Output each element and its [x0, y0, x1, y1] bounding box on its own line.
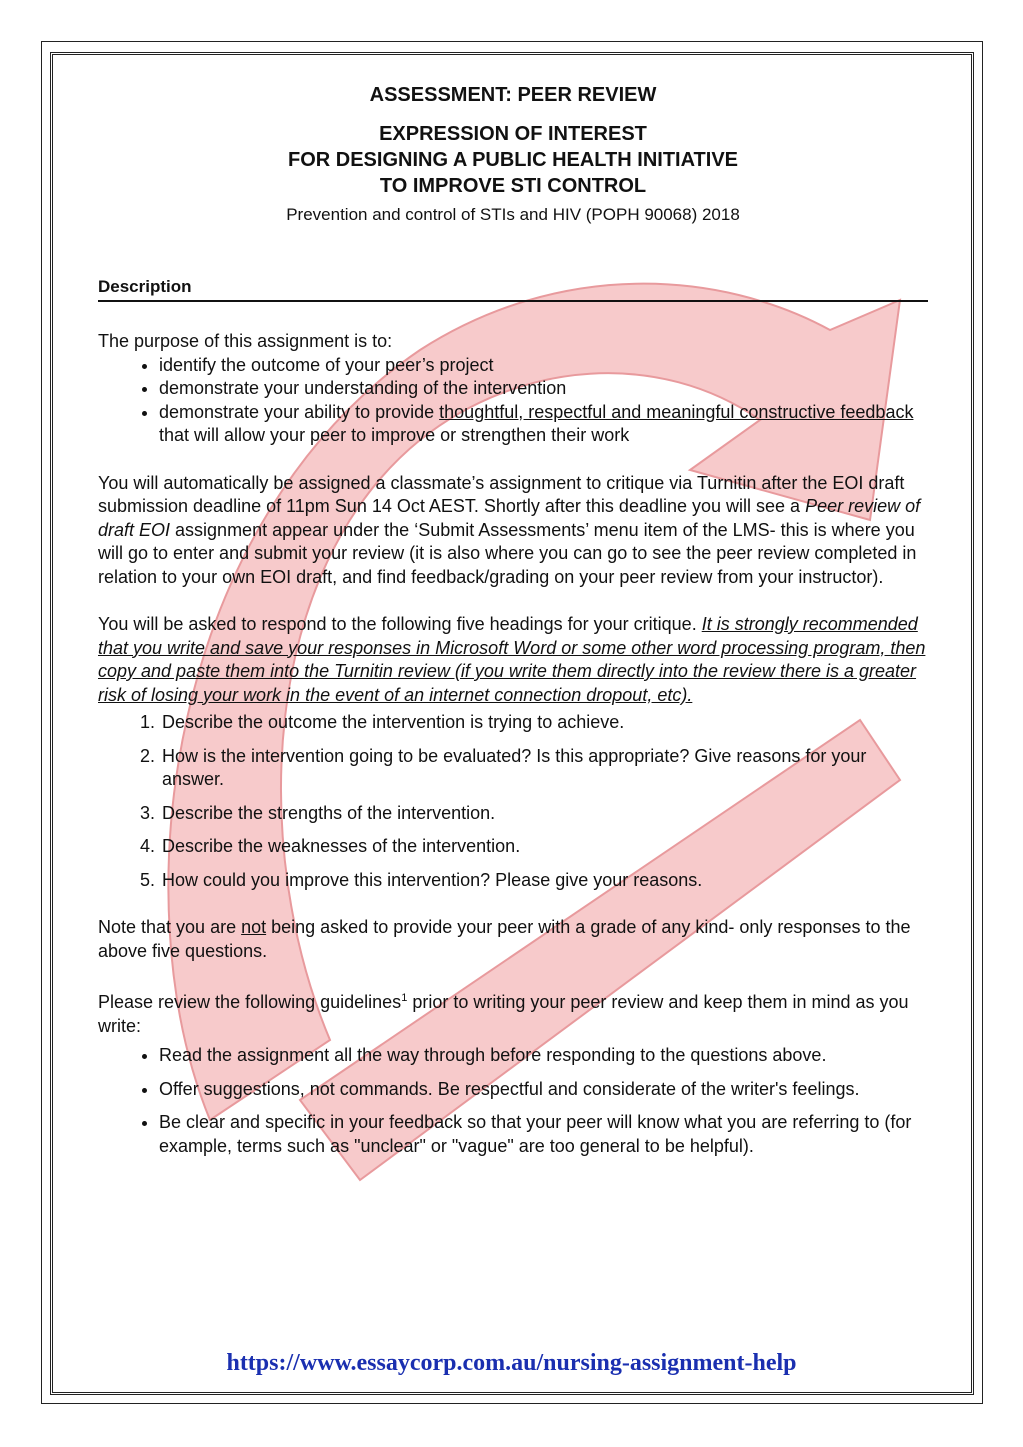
- para-text: Note that you are: [98, 917, 242, 937]
- para-text: being asked to provide your peer with a grade of any kind- only responses to the above five questions.: [98, 917, 911, 961]
- list-item: 2. How is the intervention going to be evaluated? Is this appropriate? Give reasons for your answer.: [160, 745, 928, 792]
- footnote-marker: 1: [401, 992, 408, 1004]
- list-item: • Be clear and specific in your feedback so that your peer will know what you are referring to (for example, terms such as "unclear" or "vague" are too general to be helpful).: [159, 1111, 928, 1158]
- note-paragraph: [98, 916, 928, 963]
- purpose-intro: The purpose of this assignment is to:: [98, 331, 393, 351]
- assessment-title: ASSESSMENT: PEER REVIEW: [369, 84, 657, 106]
- guidelines-intro: [98, 987, 928, 1038]
- list-item: • identify the outcome of your peer’s project: [159, 354, 928, 378]
- para-text: assignment appear under the ‘Submit Assessments’ menu item of the LMS- this is where you will go to enter and submit your review (it is also where you can go to see the peer review completed in relation to your own EOI draft, and find feedback/grading on your peer review from your instructor).: [98, 519, 917, 587]
- list-item: • Read the assignment all the way through before responding to the questions above.: [159, 1044, 928, 1068]
- underlined-text: thoughtful, respectful and meaningful constructive feedback: [439, 401, 914, 422]
- list-item: • Offer suggestions, not commands. Be respectful and considerate of the writer's feelings.: [159, 1078, 928, 1102]
- document-body: [98, 84, 928, 1168]
- list-item: • demonstrate your understanding of the intervention: [159, 377, 928, 401]
- eoi-title: EXPRESSION OF INTEREST: [379, 123, 647, 145]
- questions-list: [98, 711, 928, 892]
- bullet-text: demonstrate your ability to provide: [159, 401, 440, 422]
- list-item: 4. Describe the weaknesses of the intervention.: [160, 835, 928, 859]
- course-subtitle: Prevention and control of STIs and HIV (POPH 90068) 2018: [286, 205, 740, 224]
- sti-title: TO IMPROVE STI CONTROL: [379, 175, 647, 197]
- list-item: [159, 401, 928, 448]
- purpose-list: [98, 354, 928, 448]
- italic-text: Peer review of draft EOI: [98, 496, 921, 540]
- description-heading: Description: [98, 277, 928, 302]
- italic-underlined-text: It is strongly recommended that you write and save your responses in Microsoft Word or some other word processing program, then copy and paste them into the Turnitin review (if you write them directly into the review there is a greater risk of losing your work in the event of an internet connection dropout, etc).: [98, 614, 926, 705]
- initiative-title: FOR DESIGNING A PUBLIC HEALTH INITIATIVE: [288, 149, 738, 171]
- headings-paragraph: [98, 613, 928, 707]
- para-text: prior to writing your peer review and keep them in mind as you write:: [98, 992, 909, 1036]
- footer-link[interactable]: https://www.essaycorp.com.au/nursing-assignment-help: [226, 1350, 797, 1376]
- list-item: 5. How could you improve this intervention? Please give your reasons.: [160, 869, 928, 893]
- para-text: You will be asked to respond to the following five headings for your critique.: [98, 614, 702, 634]
- turnitin-paragraph: [98, 472, 928, 590]
- underlined-text: not: [241, 917, 267, 937]
- list-item: 3. Describe the strengths of the intervention.: [160, 802, 928, 826]
- bullet-text: that will allow your peer to improve or strengthen their work: [159, 425, 630, 445]
- para-text: Please review the following guidelines: [98, 992, 402, 1012]
- guidelines-list: [98, 1044, 928, 1158]
- list-item: 1. Describe the outcome the intervention is trying to achieve.: [160, 711, 928, 735]
- para-text: You will automatically be assigned a classmate’s assignment to critique via Turnitin after the EOI draft submission deadline of 11pm Sun 14 Oct AEST. Shortly after this deadline you will see a: [98, 472, 905, 516]
